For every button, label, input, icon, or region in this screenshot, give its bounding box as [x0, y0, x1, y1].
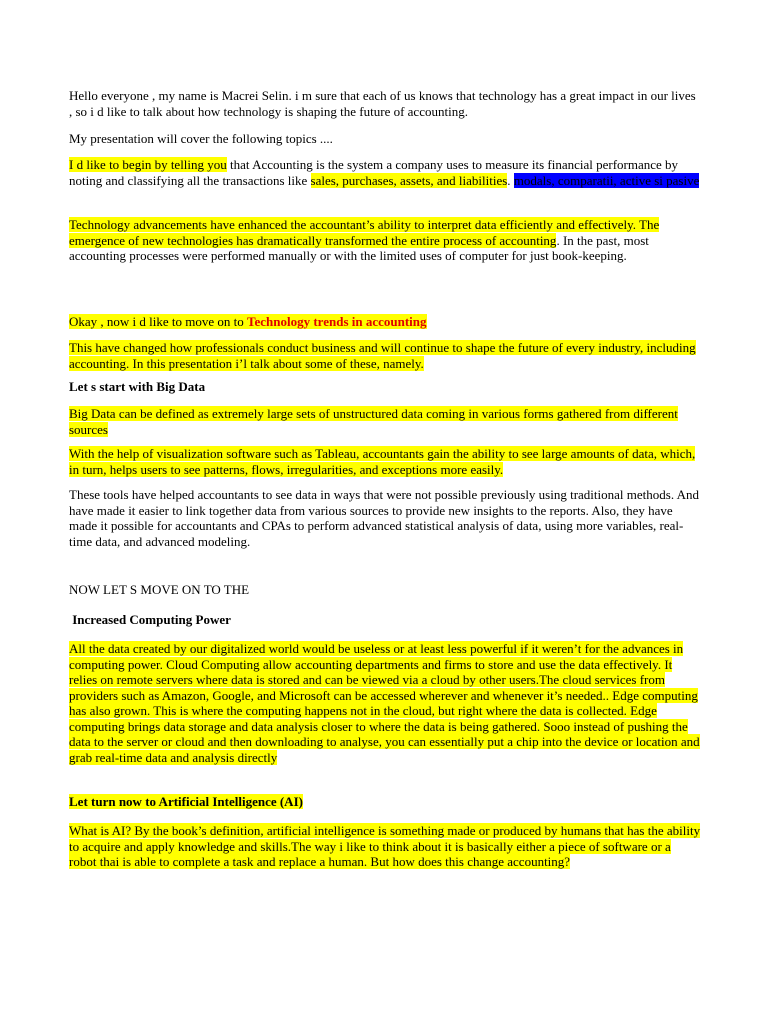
- topics-paragraph: My presentation will cover the following topics ....: [69, 131, 333, 146]
- big-data-definition-text: Big Data can be defined as extremely large sets of unstructured data coming in various forms gathered from different sources: [69, 406, 678, 437]
- visualization-paragraph: [69, 446, 701, 477]
- past-processes-text: . In the past, most accounting processes were performed manually or with the limited uses of computer for just book-keeping.: [69, 232, 649, 263]
- computing-power-paragraph: [69, 641, 701, 765]
- big-data-definition-paragraph: [69, 406, 701, 437]
- technology-advancements-paragraph: [69, 217, 701, 264]
- changes-text: This have changed how professionals conduct business and will continue to shape the future of every industry, including accounting. In this presentation i’l talk about some of these, namely.: [69, 340, 696, 371]
- highlight-begin: I d like to begin by telling you: [69, 157, 227, 172]
- blue-highlight-note: modals, comparatii, active si pasive: [513, 172, 700, 188]
- changes-paragraph: [69, 340, 701, 371]
- ai-text: What is AI? By the book’s definition, artificial intelligence is something made or produced by humans that has the ability to acquire and apply knowledge and skills.The way i like to think about it is basically either a piece of software or a robot thai is able to complete a task and replace a human. But how does this change accounting?: [69, 823, 701, 869]
- move-on-lead: Okay , now i d like to move on to: [69, 314, 248, 329]
- definition-period: .: [507, 172, 514, 188]
- definition-text: that Accounting is the system a company uses to measure its financial performance by noting and classifying all the transactions like: [69, 157, 679, 188]
- visualization-text: With the help of visualization software such as Tableau, accountants gain the ability to see large amounts of data, which, in turn, helps users to see patterns, flows, irregularities, and exceptions more easily.: [69, 446, 696, 477]
- tools-paragraph: These tools have helped accountants to see data in ways that were not possible previously using traditional methods. And have made it easier to link together data from various sources to provide new insights to the reports. Also, they have made it possible for accountants and CPAs to perform advanced statistical analysis of data, using more variables, real-time data, and advanced modeling.: [69, 487, 699, 549]
- highlight-transactions: sales, purchases, assets, and liabilities: [310, 172, 508, 188]
- move-on-paragraph: [69, 314, 701, 330]
- ai-heading-text: Let turn now to Artificial Intelligence (AI): [69, 794, 303, 809]
- ai-paragraph: [69, 823, 701, 870]
- computing-power-text: All the data created by our digitalized world would be useless or at least less powerful if it weren’t for the advances in computing power. Cloud Computing allow accounting departments and firms to store and use the data effectively. It relies on remote servers where data is stored and can be viewed via a cloud by other users.The cloud services from providers such as Amazon, Google, and Microsoft can be accessed wherever and whenever it’s needed.. Edge computing has also grown. This is where the computing happens not in the cloud, but right where the data is collected. Edge computing brings data storage and data analysis closer to where the data is being gathered. Sooo instead of pushing the data to the server or cloud and then downloading to analyse, you can essentially put a chip into the device or location and grab real-time data and analysis directly: [69, 641, 700, 765]
- move-on-caps-paragraph: NOW LET S MOVE ON TO THE: [69, 582, 250, 597]
- trends-heading: Technology trends in accounting: [247, 314, 427, 329]
- move-on-text: [69, 314, 427, 329]
- computing-power-heading: Increased Computing Power: [69, 612, 231, 627]
- intro-paragraph: Hello everyone , my name is Macrei Selin. i m sure that each of us knows that technology has a great impact in our lives , so i d like to talk about how technology is shaping the future of accounting.: [69, 88, 696, 119]
- big-data-heading: Let s start with Big Data: [69, 379, 206, 394]
- accounting-definition-paragraph: [69, 157, 701, 188]
- highlight-advancements: Technology advancements have enhanced the accountant’s ability to interpret data efficiently and effectively. The emergence of new technologies has dramatically transformed the entire process of accounting: [69, 217, 660, 248]
- ai-heading: [69, 794, 701, 810]
